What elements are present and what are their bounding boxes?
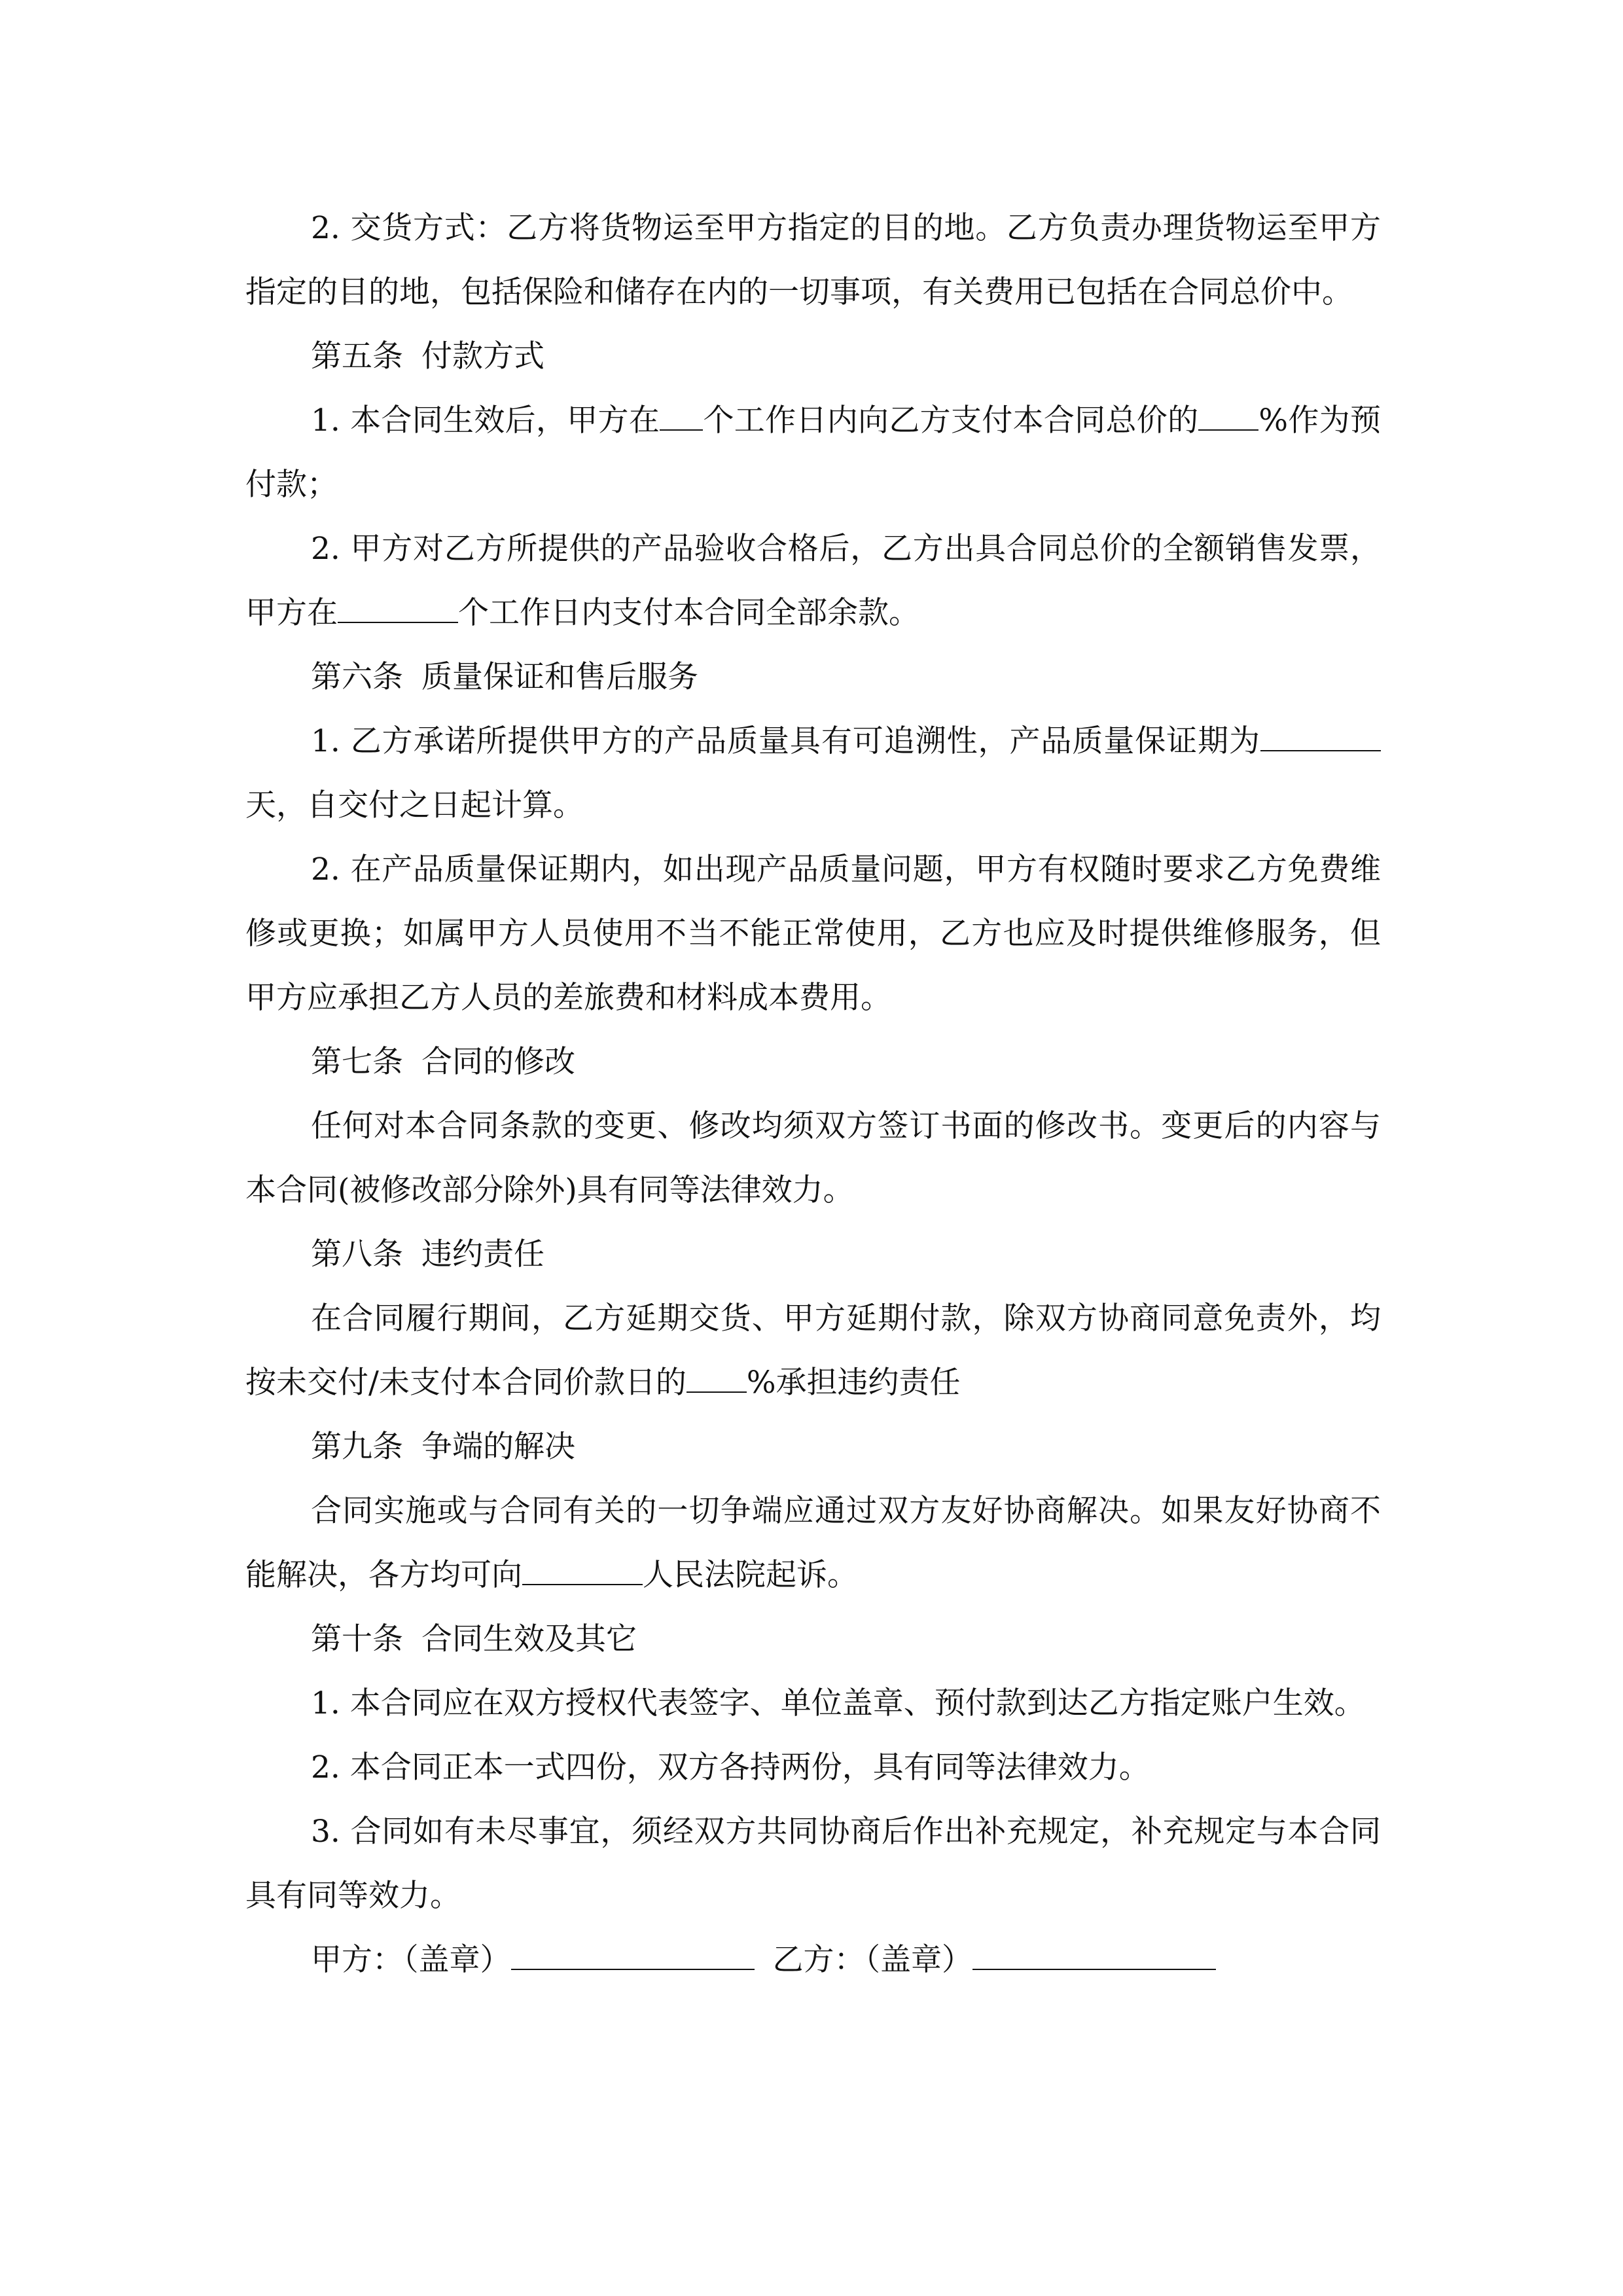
article-10-heading [245,1607,1381,1672]
article-title: 合同的修改 [421,1044,575,1080]
text-segment: 1. 本合同生效后，甲方在 [311,403,660,439]
party-a-signature-blank [511,1940,755,1970]
article-title: 质量保证和售后服务 [421,659,698,695]
warranty-clause-2: 2. 在产品质量保证期内，如出现产品质量问题，甲方有权随时要求乙方免费维修或更换；如属甲方人员使用不当不能正常使用，乙方也应及时提供维修服务，但甲方应承担乙方人员的差旅费和材料成本费用。 [245,852,1381,1016]
article-5-heading [245,325,1381,389]
article-number: 第十条 [311,1621,403,1657]
article-title: 付款方式 [421,338,544,374]
fill-blank [338,593,458,623]
article-number: 第七条 [311,1044,403,1080]
fill-blank [687,1363,747,1393]
fill-blank [660,401,703,431]
effect-clause-3: 3. 合同如有未尽事宜，须经双方共同协商后作出补充规定，补充规定与本合同具有同等效力。 [245,1814,1381,1914]
text-segment: %承担违约责任 [746,1365,961,1401]
article-title: 争端的解决 [421,1429,575,1465]
article-8-heading [245,1223,1381,1287]
article-number: 第九条 [311,1429,403,1465]
text-segment: 天，自交付之日起计算。 [245,787,584,823]
payment-clause-1 [245,389,1381,517]
article-number: 第五条 [311,338,403,374]
text-segment: 合同实施或与合同有关的一切争端应通过双方友好协商解决。如果友好协商不能解决，各方均可向 [245,1493,1381,1593]
fill-blank [1260,721,1381,751]
payment-clause-2 [245,517,1381,645]
text-segment: 个工作日内向乙方支付本合同总价的 [703,403,1199,439]
party-b-signature-blank [972,1940,1216,1970]
fill-blank [522,1555,643,1585]
text-segment: 人民法院起诉。 [643,1557,858,1593]
text-segment: %作为预付款； [245,403,1381,503]
text-segment: 在合同履行期间，乙方延期交货、甲方延期付款，除双方协商同意免责外，均按未交付/未支付本合同价款日的 [245,1300,1381,1401]
effect-clause-1: 1. 本合同应在双方授权代表签字、单位盖章、预付款到达乙方指定账户生效。 [311,1685,1365,1721]
article-title: 合同生效及其它 [421,1621,637,1657]
effect-clause-2: 2. 本合同正本一式四份，双方各持两份，具有同等法律效力。 [311,1749,1150,1785]
breach-clause [245,1287,1381,1415]
text-segment: 1. 乙方承诺所提供甲方的产品质量具有可追溯性，产品质量保证期为 [311,723,1260,759]
warranty-clause-1 [245,709,1381,838]
article-7-heading [245,1030,1381,1094]
text-segment: 2. 甲方对乙方所提供的产品验收合格后，乙方出具合同总价的全额销售发票，甲方在 [245,531,1381,631]
article-number: 第八条 [311,1236,403,1272]
fill-blank [1198,401,1258,431]
party-a-label: 甲方：（盖章） [311,1942,511,1978]
party-b-label: 乙方：（盖章） [772,1942,972,1978]
delivery-clause: 2. 交货方式：乙方将货物运至甲方指定的目的地。乙方负责办理货物运至甲方指定的目的地，包括保险和储存在内的一切事项，有关费用已包括在合同总价中。 [245,210,1381,310]
signature-line [245,1928,1381,1992]
article-number: 第六条 [311,659,403,695]
document-body [245,196,1381,1992]
text-segment: 个工作日内支付本合同全部余款。 [458,595,919,631]
article-9-heading [245,1415,1381,1479]
amendment-clause: 任何对本合同条款的变更、修改均须双方签订书面的修改书。变更后的内容与本合同(被修改部分除外)具有同等法律效力。 [245,1108,1381,1208]
article-title: 违约责任 [421,1236,544,1272]
dispute-clause [245,1479,1381,1607]
article-6-heading [245,645,1381,709]
